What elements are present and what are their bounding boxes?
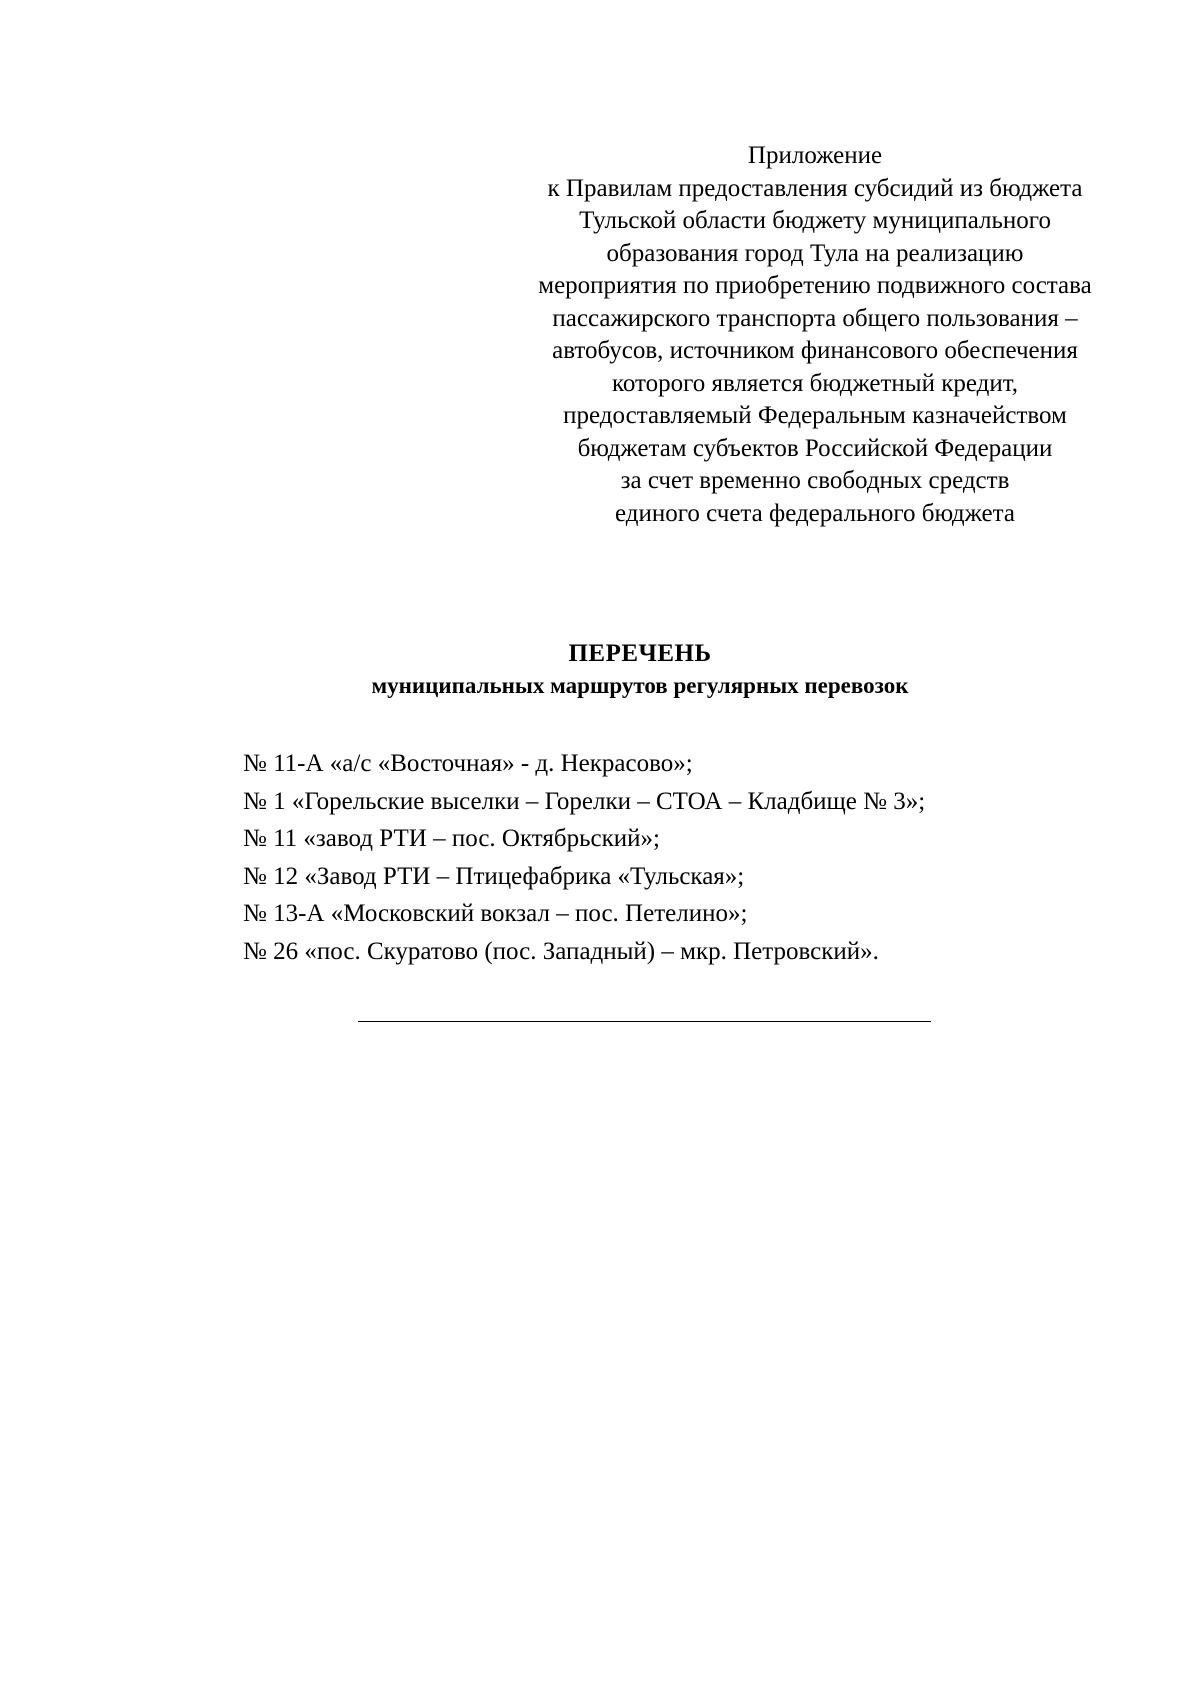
appendix-line: Тульской области бюджету муниципального: [579, 207, 1051, 234]
appendix-line: которого является бюджетный кредит,: [611, 369, 1019, 397]
title-subheading: муниципальных маршрутов регулярных перевозок: [371, 673, 909, 698]
title-heading: ПЕРЕЧЕНЬ: [568, 640, 712, 667]
document-title: [300, 638, 980, 702]
appendix-line: бюджетам субъектов Российской Федерации: [577, 434, 1053, 462]
appendix-line: мероприятия по приобретению подвижного состава: [538, 272, 1092, 299]
appendix-line: предоставляемый Федеральным казначейством: [563, 402, 1067, 429]
route-list: [243, 745, 1143, 970]
appendix-line: к Правилам предоставления субсидий из бюджета: [547, 174, 1083, 202]
appendix-line: за счет временно свободных средств: [620, 467, 1010, 494]
end-divider-line: [358, 1021, 931, 1022]
route-item: № 13-А «Московский вокзал – пос. Петелино»;: [243, 900, 748, 927]
route-item: № 26 «пос. Скуратово (пос. Западный) – мкр. Петровский».: [243, 937, 879, 965]
appendix-line: Приложение: [747, 142, 883, 169]
appendix-line: пассажирского транспорта общего пользования –: [552, 304, 1078, 332]
appendix-header: [485, 140, 1145, 530]
route-item: № 11-А «а/с «Восточная» - д. Некрасово»;: [243, 750, 693, 777]
appendix-line: единого счета федерального бюджета: [615, 499, 1015, 527]
appendix-line: автобусов, источником финансового обеспечения: [552, 337, 1078, 364]
appendix-line: образования город Тула на реализацию: [606, 239, 1024, 267]
route-item: № 11 «завод РТИ – пос. Октябрьский»;: [243, 825, 660, 852]
route-item: № 12 «Завод РТИ – Птицефабрика «Тульская»;: [243, 862, 745, 890]
route-item: № 1 «Горельские выселки – Горелки – СТОА – Кладбище № 3»;: [243, 787, 926, 815]
